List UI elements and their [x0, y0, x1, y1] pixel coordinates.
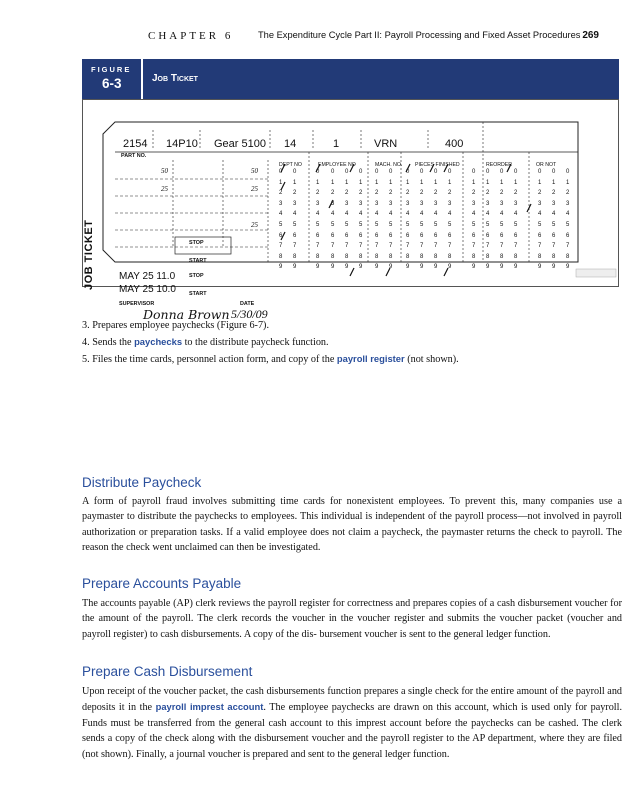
grid-digit: 0: [434, 169, 438, 175]
grid-digit: 2: [538, 190, 542, 197]
grid-digit: 1: [316, 179, 320, 186]
grid-digit: 1: [293, 179, 297, 186]
grid-digit: 4: [538, 211, 542, 218]
left-value: 25: [161, 185, 168, 193]
step-item: [82, 318, 622, 334]
grid-digit: 5: [514, 222, 518, 228]
grid-digit: 8: [472, 253, 476, 260]
chapter-title: The Expenditure Cycle Part II: Payroll Processing and Fixed Asset Procedures: [258, 30, 581, 40]
grid-digit: 2: [359, 190, 363, 197]
figure-title: Job Ticket: [152, 73, 198, 84]
grid-digit: 4: [375, 211, 379, 218]
grid-digit: 9: [375, 264, 379, 271]
grid-digit: 1: [472, 179, 476, 186]
grid-digit: 4: [406, 211, 410, 218]
grid-digit: 4: [500, 211, 504, 218]
left-value: 25: [251, 185, 258, 193]
grid-digit: 9: [359, 264, 363, 271]
col-header-employee: EMPLOYEE NO: [318, 162, 356, 168]
grid-digit: 9: [316, 264, 320, 271]
para-line: to this imprest account before the paychecks can be cashed. The clerk sends a copy of the check along: [82, 717, 623, 745]
step-text: Files the time cards, personnel action form, and copy of the: [92, 354, 337, 365]
para-line: not claim a paycheck, the paymaster returns the check to payroll. The reason the check went unclaimed: [82, 526, 622, 554]
grid-digit: 1: [448, 179, 452, 186]
grid-digit: 4: [566, 211, 570, 218]
grid-digit: 6: [514, 232, 518, 239]
grid-digit: 9: [345, 264, 349, 271]
grid-digit: 5: [293, 222, 297, 228]
start-time: MAY 25 10.0: [119, 284, 176, 295]
grid-digit: 4: [514, 211, 518, 218]
grid-digit: 6: [448, 232, 452, 239]
grid-digit: 8: [279, 253, 283, 260]
grid-digit: 7: [389, 243, 393, 250]
grid-digit: 1: [552, 179, 556, 186]
grid-digit: 7: [345, 243, 349, 250]
col-header-mach: MACH. NO.: [375, 162, 403, 168]
grid-digit: 7: [448, 243, 452, 250]
grid-digit: 8: [566, 253, 570, 260]
grid-digit: 6: [293, 232, 297, 239]
grid-digit: 3: [448, 200, 452, 207]
grid-digit: 7: [331, 243, 335, 250]
grid-digit: 2: [514, 190, 518, 197]
grid-digit: 4: [345, 211, 349, 218]
part-no-value: 2154: [123, 138, 148, 150]
grid-digit: 6: [316, 232, 320, 239]
grid-digit: 4: [472, 211, 476, 218]
grid-digit: 1: [331, 179, 335, 186]
grid-digit: 4: [486, 211, 490, 218]
grid-digit: 7: [514, 243, 518, 250]
supervisor-signature: Donna Brown: [143, 307, 230, 322]
grid-digit: 0: [566, 169, 570, 175]
grid-digit: 4: [552, 211, 556, 218]
para-line: disbursement voucher for the amount of the payroll. The clerk records the voucher in the voucher register: [82, 598, 623, 625]
grid-digit: 7: [316, 243, 320, 250]
grid-digit: 0: [538, 169, 542, 175]
grid-digit: 0: [359, 169, 363, 175]
code-field: 14P10: [166, 138, 198, 150]
step-text: to the distribute paycheck function.: [182, 337, 329, 348]
grid-digit: 4: [389, 211, 393, 218]
para-line: bursement voucher is sent to the general ledger function.: [319, 628, 551, 640]
grid-digit: 6: [472, 232, 476, 239]
grid-digit: 0: [552, 169, 556, 175]
step-list: [82, 318, 622, 368]
grid-digit: 8: [389, 253, 393, 260]
para-line: with the disbursement voucher and the payroll register to the AP department, where they are filed (not: [82, 733, 623, 760]
grid-digit: 2: [472, 190, 476, 197]
stop-label-2: STOP: [189, 273, 204, 279]
grid-digit: 2: [331, 190, 335, 197]
section-heading: Prepare Cash Disbursement: [82, 664, 253, 679]
step-item: [82, 351, 622, 368]
field-6: VRN: [374, 138, 398, 150]
grid-digit: 7: [375, 243, 379, 250]
grid-digit: 8: [316, 253, 320, 260]
grid-digit: 5: [279, 222, 283, 228]
page-number: 269: [582, 30, 599, 41]
stop-label: STOP: [189, 240, 204, 246]
grid-digit: 4: [293, 211, 297, 218]
grid-digit: 8: [552, 253, 556, 260]
left-value: 50: [251, 167, 258, 175]
grid-digit: 9: [486, 264, 490, 271]
grid-digit: 2: [434, 190, 438, 197]
grid-digit: 6: [434, 232, 438, 239]
grid-digit: 5: [434, 222, 438, 228]
grid-digit: 5: [472, 222, 476, 228]
grid-digit: 5: [566, 222, 570, 228]
grid-digit: 1: [486, 179, 490, 186]
grid-digit: 3: [331, 200, 335, 207]
grid-digit: 7: [420, 243, 424, 250]
col-header-dept: DEPT NO: [279, 162, 302, 168]
grid-digit: 5: [359, 222, 363, 228]
grid-digit: 5: [406, 222, 410, 228]
grid-digit: 3: [566, 200, 570, 207]
grid-digit: 1: [500, 179, 504, 186]
section-paragraph: [82, 596, 622, 642]
grid-digit: 7: [279, 243, 283, 250]
grid-digit: 7: [406, 243, 410, 250]
start-label-2: START: [189, 291, 207, 297]
grid-digit: 0: [375, 169, 379, 175]
grid-digit: 1: [420, 179, 424, 186]
grid-digit: 7: [359, 243, 363, 250]
grid-digit: 7: [472, 243, 476, 250]
para-line: . The employee paychecks are drawn: [263, 702, 420, 714]
grid-digit: 9: [514, 264, 518, 271]
grid-digit: 9: [331, 264, 335, 271]
grid-digit: 3: [293, 200, 297, 207]
col-header-pieces: PIECES FINISHED: [415, 162, 460, 168]
grid-digit: 3: [538, 200, 542, 207]
grid-digit: 1: [434, 179, 438, 186]
date-label: DATE: [240, 301, 255, 307]
grid-digit: 9: [420, 264, 424, 271]
key-term: payroll imprest account: [155, 701, 264, 713]
grid-digit: 4: [359, 211, 363, 218]
grid-digit: 5: [500, 222, 504, 228]
grid-digit: 7: [566, 243, 570, 250]
start-label: START: [189, 258, 207, 264]
grid-digit: 7: [552, 243, 556, 250]
grid-digit: 1: [279, 179, 283, 186]
grid-digit: 3: [375, 200, 379, 207]
grid-digit: 5: [389, 222, 393, 228]
key-term: payroll register: [336, 353, 405, 364]
grid-digit: 3: [500, 200, 504, 207]
grid-digit: 5: [486, 222, 490, 228]
figure-banner: [82, 59, 619, 99]
grid-digit: 4: [434, 211, 438, 218]
grid-digit: 0: [389, 169, 393, 175]
grid-digit: 1: [566, 179, 570, 186]
grid-digit: 8: [486, 253, 490, 260]
grid-digit: 3: [420, 200, 424, 207]
step-number: 3.: [82, 320, 90, 331]
grid-digit: 0: [448, 169, 452, 175]
chapter-label: CHAPTER 6: [148, 30, 234, 42]
grid-digit: 8: [538, 253, 542, 260]
grid-digit: 7: [293, 243, 297, 250]
step-text: Prepares employee paychecks (Figure 6-7).: [92, 320, 269, 331]
grid-digit: 6: [279, 232, 283, 239]
grid-digit: 2: [566, 190, 570, 197]
grid-digit: 3: [279, 200, 283, 207]
grid-digit: 6: [359, 232, 363, 239]
grid-digit: 6: [552, 232, 556, 239]
part-no-label: PART NO.: [121, 153, 147, 159]
para-line: can then be investigated.: [219, 542, 321, 554]
step-item: [82, 334, 622, 351]
grid-digit: 9: [293, 264, 297, 271]
grid-digit: 3: [359, 200, 363, 207]
job-ticket-vertical-label: JOB TICKET: [83, 219, 95, 290]
grid-digit: 9: [406, 264, 410, 271]
grid-digit: 1: [359, 179, 363, 186]
grid-digit: 0: [500, 169, 504, 175]
grid-digit: 4: [279, 211, 283, 218]
grid-digit: 9: [538, 264, 542, 271]
grid-digit: 6: [331, 232, 335, 239]
grid-digit: 3: [406, 200, 410, 207]
grid-digit: 8: [406, 253, 410, 260]
grid-digit: 8: [514, 253, 518, 260]
grid-digit: 4: [420, 211, 424, 218]
step-number: 5.: [82, 354, 90, 365]
para-line: Upon receipt of the voucher packet, the cash disbursements function prepares a single check for the entire: [82, 686, 515, 697]
grid-digit: 2: [293, 190, 297, 197]
grid-digit: 6: [420, 232, 424, 239]
grid-digit: 9: [279, 264, 283, 271]
grid-digit: 5: [420, 222, 424, 228]
grid-digit: 5: [331, 222, 335, 228]
grid-digit: 8: [345, 253, 349, 260]
grid-digit: 2: [279, 190, 283, 197]
grid-digit: 8: [434, 253, 438, 260]
grid-digit: 1: [389, 179, 393, 186]
grid-digit: 5: [316, 222, 320, 228]
grid-digit: 2: [316, 190, 320, 197]
grid-digit: 0: [279, 169, 283, 175]
col-header-reorder: REORDER: [486, 162, 512, 168]
grid-digit: 7: [434, 243, 438, 250]
grid-digit: 6: [375, 232, 379, 239]
grid-digit: 3: [389, 200, 393, 207]
left-value: 25: [251, 221, 258, 229]
para-line: companies use a paymaster to distribute the paychecks to employees. This individual is independent of: [82, 496, 623, 523]
grid-digit: 9: [472, 264, 476, 271]
para-line: and submits the voucher packet (voucher and payroll register) to cash disbursements. A copy of the dis-: [82, 613, 623, 640]
grid-digit: 5: [448, 222, 452, 228]
stop-time: MAY 25 11.0: [119, 271, 176, 282]
grid-digit: 7: [538, 243, 542, 250]
grid-digit: 4: [331, 211, 335, 218]
grid-digit: 2: [406, 190, 410, 197]
grid-digit: 2: [389, 190, 393, 197]
grid-digit: 0: [472, 169, 476, 175]
grid-digit: 7: [500, 243, 504, 250]
grid-digit: 9: [566, 264, 570, 271]
grid-digit: 8: [375, 253, 379, 260]
para-line: amount of the payroll and deposits it in the: [82, 686, 623, 714]
grid-digit: 2: [486, 190, 490, 197]
grid-digit: 3: [316, 200, 320, 207]
figure-label: FIGURE: [91, 65, 132, 74]
grid-digit: 8: [500, 253, 504, 260]
grid-digit: 4: [316, 211, 320, 218]
grid-digit: 0: [331, 169, 335, 175]
grid-digit: 8: [293, 253, 297, 260]
grid-digit: 6: [406, 232, 410, 239]
grid-digit: 0: [420, 169, 424, 175]
grid-digit: 2: [500, 190, 504, 197]
grid-digit: 0: [316, 169, 320, 175]
grid-digit: 6: [500, 232, 504, 239]
grid-digit: 0: [345, 169, 349, 175]
grid-digit: 1: [375, 179, 379, 186]
grid-digit: 9: [552, 264, 556, 271]
grid-digit: 5: [552, 222, 556, 228]
step-text: (not shown).: [404, 354, 459, 365]
grid-digit: 0: [406, 169, 410, 175]
section-paragraph: [82, 494, 622, 556]
grid-digit: 1: [538, 179, 542, 186]
grid-digit: 1: [514, 179, 518, 186]
grid-digit: 2: [448, 190, 452, 197]
date-value: 5/30/09: [231, 307, 268, 321]
grid-digit: 0: [293, 169, 297, 175]
para-line: the payroll process—not involved in payroll authorization or preparation tasks. If a valid employee does: [82, 511, 622, 538]
grid-digit: 2: [345, 190, 349, 197]
grid-digit: 3: [472, 200, 476, 207]
grid-digit: 6: [538, 232, 542, 239]
col-header-or-not: OR NOT: [536, 162, 557, 168]
grid-digit: 8: [448, 253, 452, 260]
grid-digit: 3: [514, 200, 518, 207]
grid-digit: 5: [345, 222, 349, 228]
para-line: The accounts payable (AP) clerk reviews the payroll register for correctness and prepares copies of a cash: [82, 598, 516, 609]
para-line: on this account, which is used only for payroll. Funds must be transferred from the general cash account: [82, 702, 623, 729]
figure-number: 6-3: [102, 76, 122, 91]
grid-digit: 5: [375, 222, 379, 228]
field-7: 400: [445, 138, 464, 150]
grid-digit: 2: [375, 190, 379, 197]
grid-digit: 6: [345, 232, 349, 239]
section-heading: Prepare Accounts Payable: [82, 576, 242, 591]
para-line: A form of payroll fraud involves submitting time cards for nonexistent employees. To prevent this, many: [82, 496, 546, 507]
grid-digit: 3: [434, 200, 438, 207]
grid-digit: 9: [448, 264, 452, 271]
grid-digit: 6: [566, 232, 570, 239]
grid-digit: 0: [486, 169, 490, 175]
grid-digit: 6: [486, 232, 490, 239]
key-term: paychecks: [134, 336, 183, 347]
grid-digit: 9: [500, 264, 504, 271]
grid-digit: 4: [448, 211, 452, 218]
step-number: 4.: [82, 337, 90, 348]
grid-digit: 8: [420, 253, 424, 260]
grid-digit: 9: [434, 264, 438, 271]
section-heading: Distribute Paycheck: [82, 475, 202, 490]
grid-digit: 1: [345, 179, 349, 186]
para-line: shown). Finally, a journal voucher is prepared and sent to the general ledger function.: [100, 748, 450, 760]
supervisor-label: SUPERVISOR: [119, 301, 155, 307]
grid-digit: 2: [552, 190, 556, 197]
running-head: [148, 30, 599, 46]
grid-digit: 5: [538, 222, 542, 228]
grid-digit: 9: [389, 264, 393, 271]
grid-digit: 6: [389, 232, 393, 239]
item-field: Gear 5100: [214, 138, 266, 150]
banner-divider: [141, 59, 143, 99]
grid-digit: 1: [406, 179, 410, 186]
step-text: Sends the: [92, 337, 135, 348]
grid-digit: 8: [359, 253, 363, 260]
grid-digit: 2: [420, 190, 424, 197]
left-value: 50: [161, 167, 168, 175]
grid-digit: 7: [486, 243, 490, 250]
field-4: 14: [284, 138, 297, 150]
section-paragraph: [82, 684, 622, 762]
grid-digit: 3: [552, 200, 556, 207]
figure-frame: [82, 99, 619, 322]
grid-digit: 0: [514, 169, 518, 175]
grid-digit: 3: [345, 200, 349, 207]
grid-digit: 3: [486, 200, 490, 207]
grid-digit: 8: [331, 253, 335, 260]
field-5: 1: [333, 138, 340, 150]
